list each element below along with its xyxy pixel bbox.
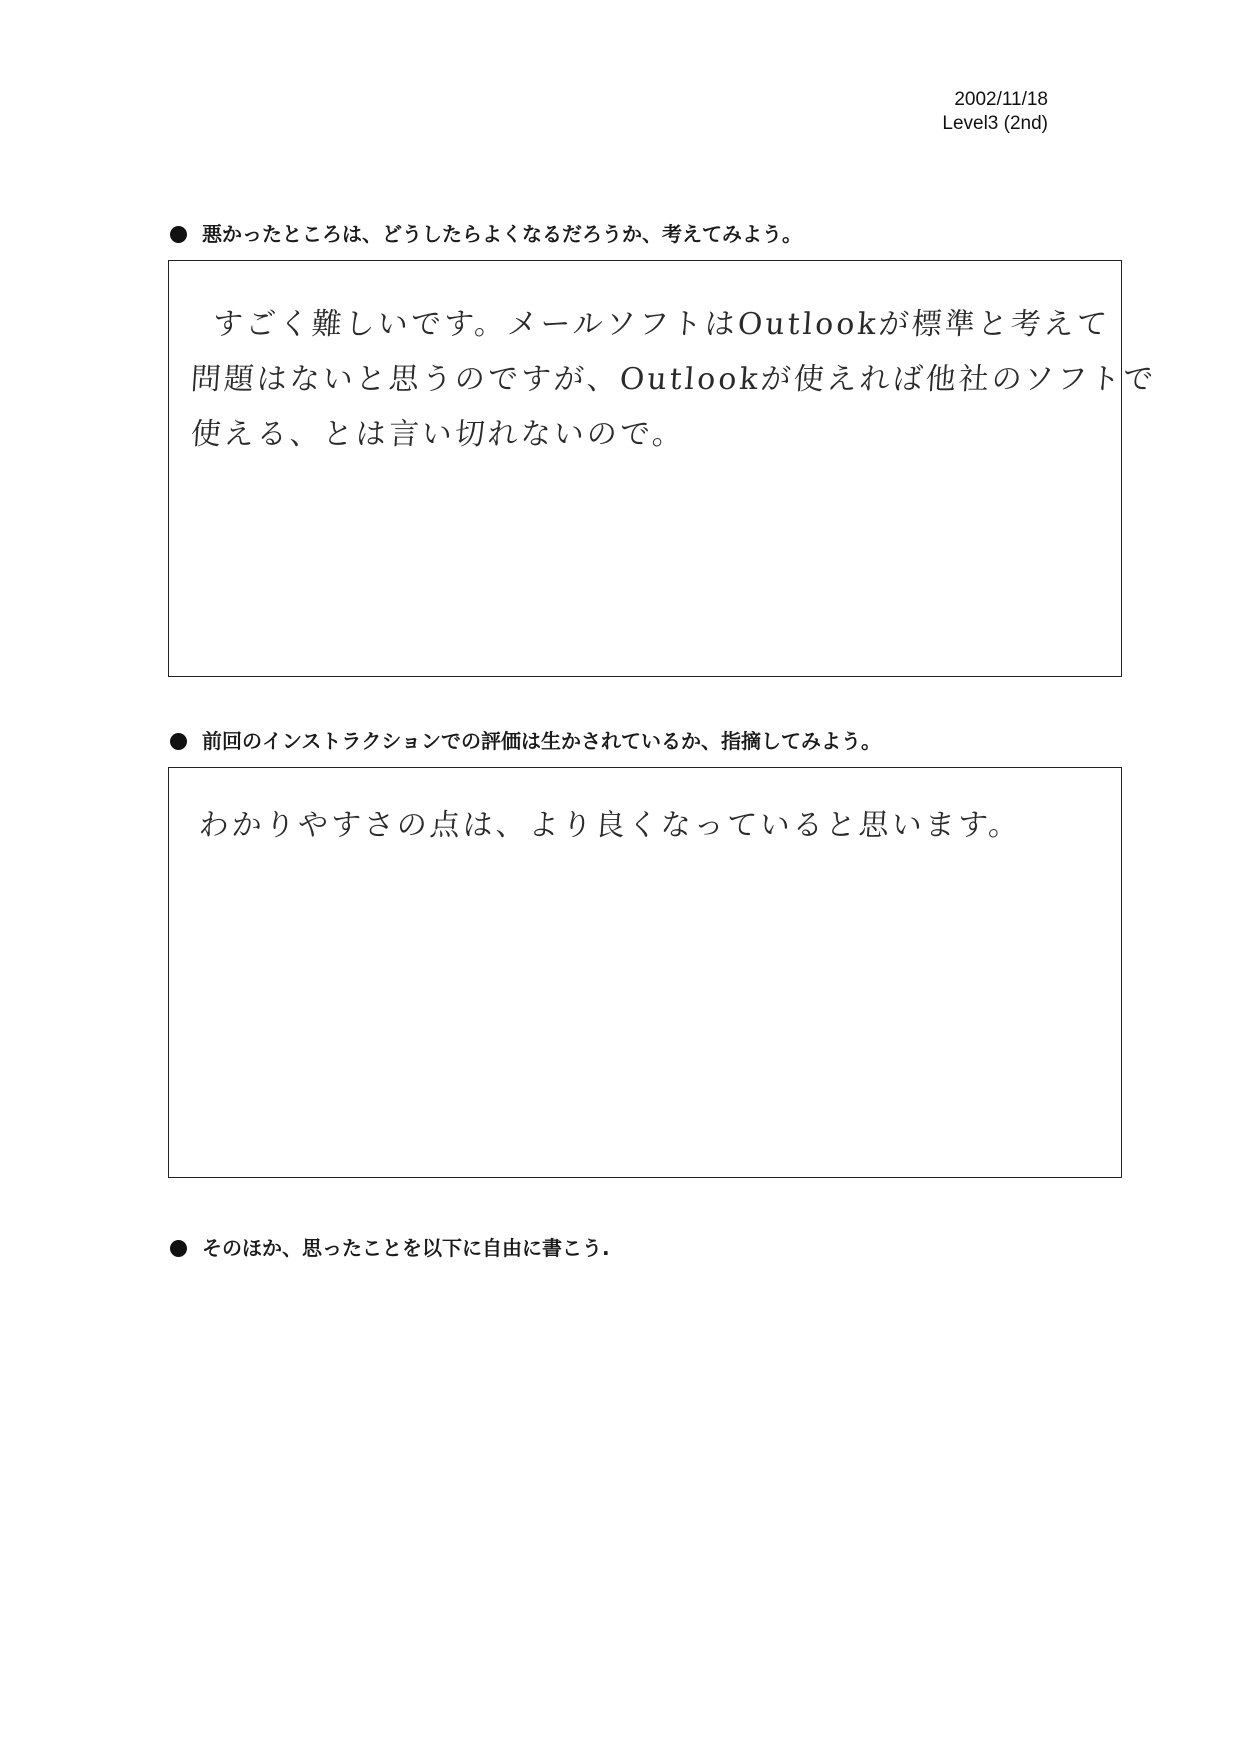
handwritten-answer-line: わかりやすさの点は、より良くなっていると思います。 (197, 808, 1023, 843)
handwritten-answer-line: 問題はないと思うのですが、Outlookが使えれば他社のソフトで (189, 362, 1158, 397)
question-text-3: そのほか、思ったことを以下に自由に書こう. (202, 1236, 610, 1260)
question-prompt-3 (168, 1234, 1128, 1262)
question-section-3 (168, 1234, 1128, 1262)
question-prompt-1 (168, 220, 1128, 248)
answer-box-2 (168, 767, 1122, 1178)
bullet-icon (170, 226, 187, 243)
question-section-2 (168, 727, 1128, 1178)
question-text-1: 悪かったところは、どうしたらよくなるだろうか、考えてみよう。 (202, 222, 802, 246)
handwritten-answer-line: 使える、とは言い切れないので。 (189, 417, 687, 452)
question-section-1 (168, 220, 1158, 677)
handwritten-answer-line: すごく難しいです。メールソフトはOutlookが標準と考えて (211, 307, 1111, 342)
document-level: Level3 (2nd) (942, 113, 1048, 134)
document-date: 2002/11/18 (954, 89, 1048, 110)
answer-box-1 (168, 260, 1158, 677)
question-text-2: 前回のインストラクションでの評価は生かされているか、指摘してみよう。 (202, 729, 881, 753)
document-header (942, 88, 1048, 136)
bullet-icon (170, 1240, 187, 1257)
question-prompt-2 (168, 727, 1128, 755)
bullet-icon (170, 733, 187, 750)
